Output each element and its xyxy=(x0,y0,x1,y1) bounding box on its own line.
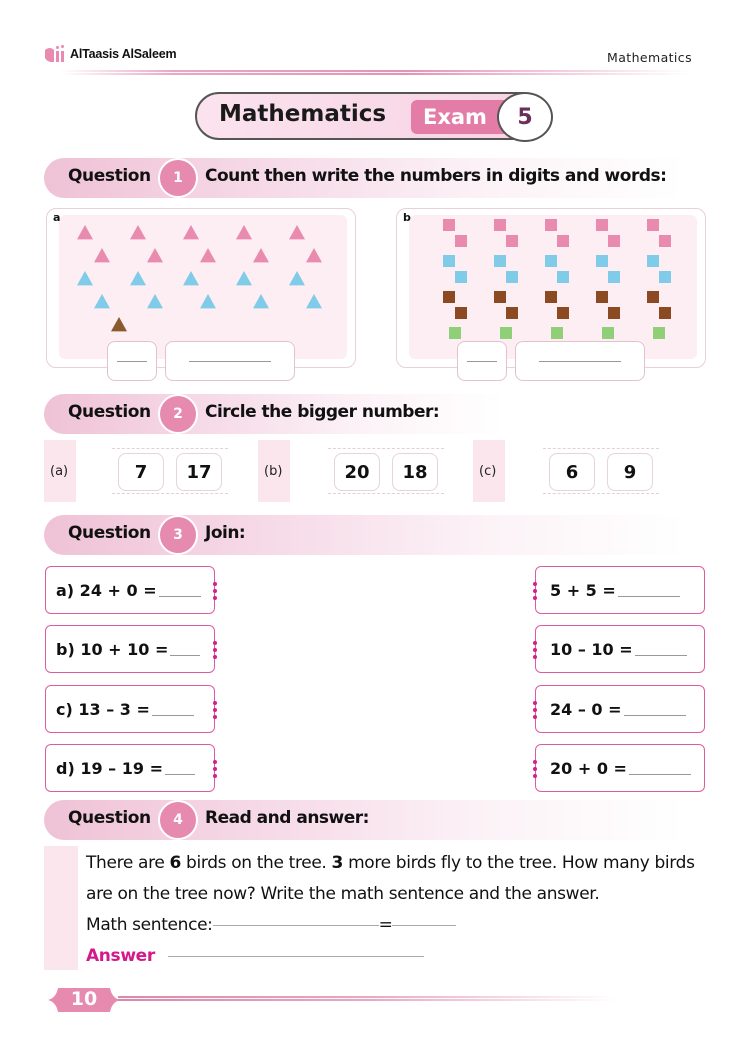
item-label: (b) xyxy=(264,464,283,479)
square-pink xyxy=(659,235,671,247)
triangle-pink xyxy=(183,225,199,239)
square-pink xyxy=(545,219,557,231)
problem-text: birds on the tree. xyxy=(180,853,332,873)
square-green xyxy=(551,327,563,339)
question-4-side-bar xyxy=(44,846,78,970)
triangle-blue xyxy=(236,271,252,285)
square-brown xyxy=(494,291,506,303)
connector-dots-icon[interactable] xyxy=(213,760,217,778)
question-4-header xyxy=(44,800,684,840)
triangle-blue xyxy=(253,294,269,308)
panel-label: a xyxy=(53,211,61,224)
logo-mark-icon xyxy=(44,44,66,64)
connector-dots-icon[interactable] xyxy=(533,760,537,778)
square-brown xyxy=(596,291,608,303)
expression: b) 10 + 10 = xyxy=(56,639,169,659)
math-sentence-blank[interactable] xyxy=(213,925,379,926)
square-pink xyxy=(494,219,506,231)
square-pink xyxy=(506,235,518,247)
q1-panel-a xyxy=(46,208,356,368)
question-2-header xyxy=(44,394,504,434)
join-right-item[interactable] xyxy=(535,625,705,673)
square-blue xyxy=(596,255,608,267)
square-brown xyxy=(506,307,518,319)
triangle-pink xyxy=(147,248,163,262)
triangle-pink xyxy=(77,225,93,239)
connector-dots-icon[interactable] xyxy=(213,701,217,719)
square-green xyxy=(653,327,665,339)
square-pink xyxy=(455,235,467,247)
connector-dots-icon[interactable] xyxy=(533,641,537,659)
connector-dots-icon[interactable] xyxy=(213,582,217,600)
number-choice[interactable]: 6 xyxy=(549,453,595,491)
square-blue xyxy=(494,255,506,267)
number-pair xyxy=(112,448,228,494)
question-number-badge: 2 xyxy=(158,394,198,434)
square-green xyxy=(449,327,461,339)
question-2-instruction: Circle the bigger number: xyxy=(205,402,440,422)
triangle-pink xyxy=(130,225,146,239)
answer-blank[interactable] xyxy=(168,956,424,957)
digits-answer-box[interactable] xyxy=(107,341,157,381)
expression: d) 19 – 19 = xyxy=(56,758,163,778)
connector-dots-icon[interactable] xyxy=(533,701,537,719)
equals-sign: = xyxy=(378,915,393,935)
triangle-blue xyxy=(130,271,146,285)
q2-item-c xyxy=(473,440,663,502)
number-choice[interactable]: 7 xyxy=(118,453,164,491)
square-green xyxy=(500,327,512,339)
problem-number: 6 xyxy=(169,853,181,873)
page-number-badge xyxy=(48,986,120,1014)
problem-number: 3 xyxy=(331,853,344,873)
q1-panel-b xyxy=(396,208,706,368)
question-number-badge: 4 xyxy=(158,800,198,840)
question-3-instruction: Join: xyxy=(205,523,246,543)
q2-item-b xyxy=(258,440,448,502)
question-word: Question xyxy=(68,808,151,828)
question-1-instruction: Count then write the numbers in digits and words: xyxy=(205,166,667,186)
square-blue xyxy=(443,255,455,267)
question-number-badge: 1 xyxy=(158,158,198,198)
question-number-badge: 3 xyxy=(158,515,198,555)
triangle-pink xyxy=(200,248,216,262)
square-pink xyxy=(596,219,608,231)
expression: 10 – 10 = xyxy=(550,639,633,659)
square-brown xyxy=(443,291,455,303)
connector-dots-icon[interactable] xyxy=(533,582,537,600)
triangle-pink xyxy=(236,225,252,239)
question-word: Question xyxy=(68,166,151,186)
square-pink xyxy=(647,219,659,231)
question-1-header xyxy=(44,158,684,198)
triangle-blue xyxy=(94,294,110,308)
header-divider xyxy=(60,70,690,75)
answer-row xyxy=(86,941,716,972)
number-choice[interactable]: 18 xyxy=(392,453,438,491)
square-blue xyxy=(455,271,467,283)
square-blue xyxy=(545,255,557,267)
square-green xyxy=(602,327,614,339)
square-pink xyxy=(443,219,455,231)
number-choice[interactable]: 17 xyxy=(176,453,222,491)
question-word: Question xyxy=(68,523,151,543)
question-4-instruction: Read and answer: xyxy=(205,808,369,828)
join-left-item[interactable] xyxy=(45,625,215,673)
number-choice[interactable]: 20 xyxy=(334,453,380,491)
triangle-pink xyxy=(253,248,269,262)
exam-title xyxy=(195,92,545,140)
digits-answer-box[interactable] xyxy=(457,341,507,381)
question-word: Question xyxy=(68,402,151,422)
math-sentence-row xyxy=(86,910,716,941)
triangle-pink xyxy=(94,248,110,262)
square-brown xyxy=(659,307,671,319)
triangle-blue xyxy=(147,294,163,308)
square-brown xyxy=(455,307,467,319)
panel-label: b xyxy=(403,211,411,224)
footer-divider xyxy=(118,996,618,1001)
square-blue xyxy=(506,271,518,283)
words-answer-box[interactable] xyxy=(165,341,295,381)
square-blue xyxy=(608,271,620,283)
square-blue xyxy=(647,255,659,267)
join-right-item[interactable] xyxy=(535,744,705,792)
join-right-item[interactable] xyxy=(535,685,705,733)
math-sentence-label: Math sentence: xyxy=(86,915,213,935)
triangle-blue xyxy=(200,294,216,308)
word-problem xyxy=(86,848,716,972)
item-label: (c) xyxy=(479,464,497,479)
exam-tag: Exam xyxy=(411,100,511,134)
triangle-pink xyxy=(289,225,305,239)
problem-text: more birds fly to the tree. How many birds are on the tree now? Write the math sentence and the answer. xyxy=(86,853,695,904)
expression: a) 24 + 0 = xyxy=(56,580,157,600)
triangle-blue xyxy=(306,294,322,308)
question-3-header xyxy=(44,515,684,555)
expression: 20 + 0 = xyxy=(550,758,627,778)
triangle-pink xyxy=(306,248,322,262)
expression: 5 + 5 = xyxy=(550,580,616,600)
square-blue xyxy=(557,271,569,283)
square-blue xyxy=(659,271,671,283)
number-choice[interactable]: 9 xyxy=(607,453,653,491)
triangle-brown xyxy=(111,317,127,331)
logo-text: AlTaasis AlSaleem xyxy=(70,47,177,61)
q2-item-a xyxy=(44,440,234,502)
square-brown xyxy=(557,307,569,319)
square-brown xyxy=(647,291,659,303)
publisher-logo xyxy=(44,44,176,64)
page-number: 10 xyxy=(70,988,98,1010)
problem-text: There are xyxy=(86,853,170,873)
triangle-blue xyxy=(77,271,93,285)
expression: 24 – 0 = xyxy=(550,699,622,719)
result-blank[interactable] xyxy=(392,925,456,926)
join-right-item[interactable] xyxy=(535,566,705,614)
header-subject: Mathematics xyxy=(607,50,692,65)
square-brown xyxy=(608,307,620,319)
triangle-blue xyxy=(183,271,199,285)
number-pair xyxy=(543,448,659,494)
square-pink xyxy=(608,235,620,247)
exam-number: 5 xyxy=(497,92,553,142)
number-pair xyxy=(328,448,444,494)
connector-dots-icon[interactable] xyxy=(213,641,217,659)
title-subject: Mathematics xyxy=(219,101,387,127)
answer-label: Answer xyxy=(86,946,155,966)
square-brown xyxy=(545,291,557,303)
join-left-item[interactable] xyxy=(45,685,215,733)
square-pink xyxy=(557,235,569,247)
item-label: (a) xyxy=(50,464,69,479)
join-left-item[interactable] xyxy=(45,566,215,614)
join-left-item[interactable] xyxy=(45,744,215,792)
expression: c) 13 – 3 = xyxy=(56,699,150,719)
triangle-blue xyxy=(289,271,305,285)
words-answer-box[interactable] xyxy=(515,341,645,381)
